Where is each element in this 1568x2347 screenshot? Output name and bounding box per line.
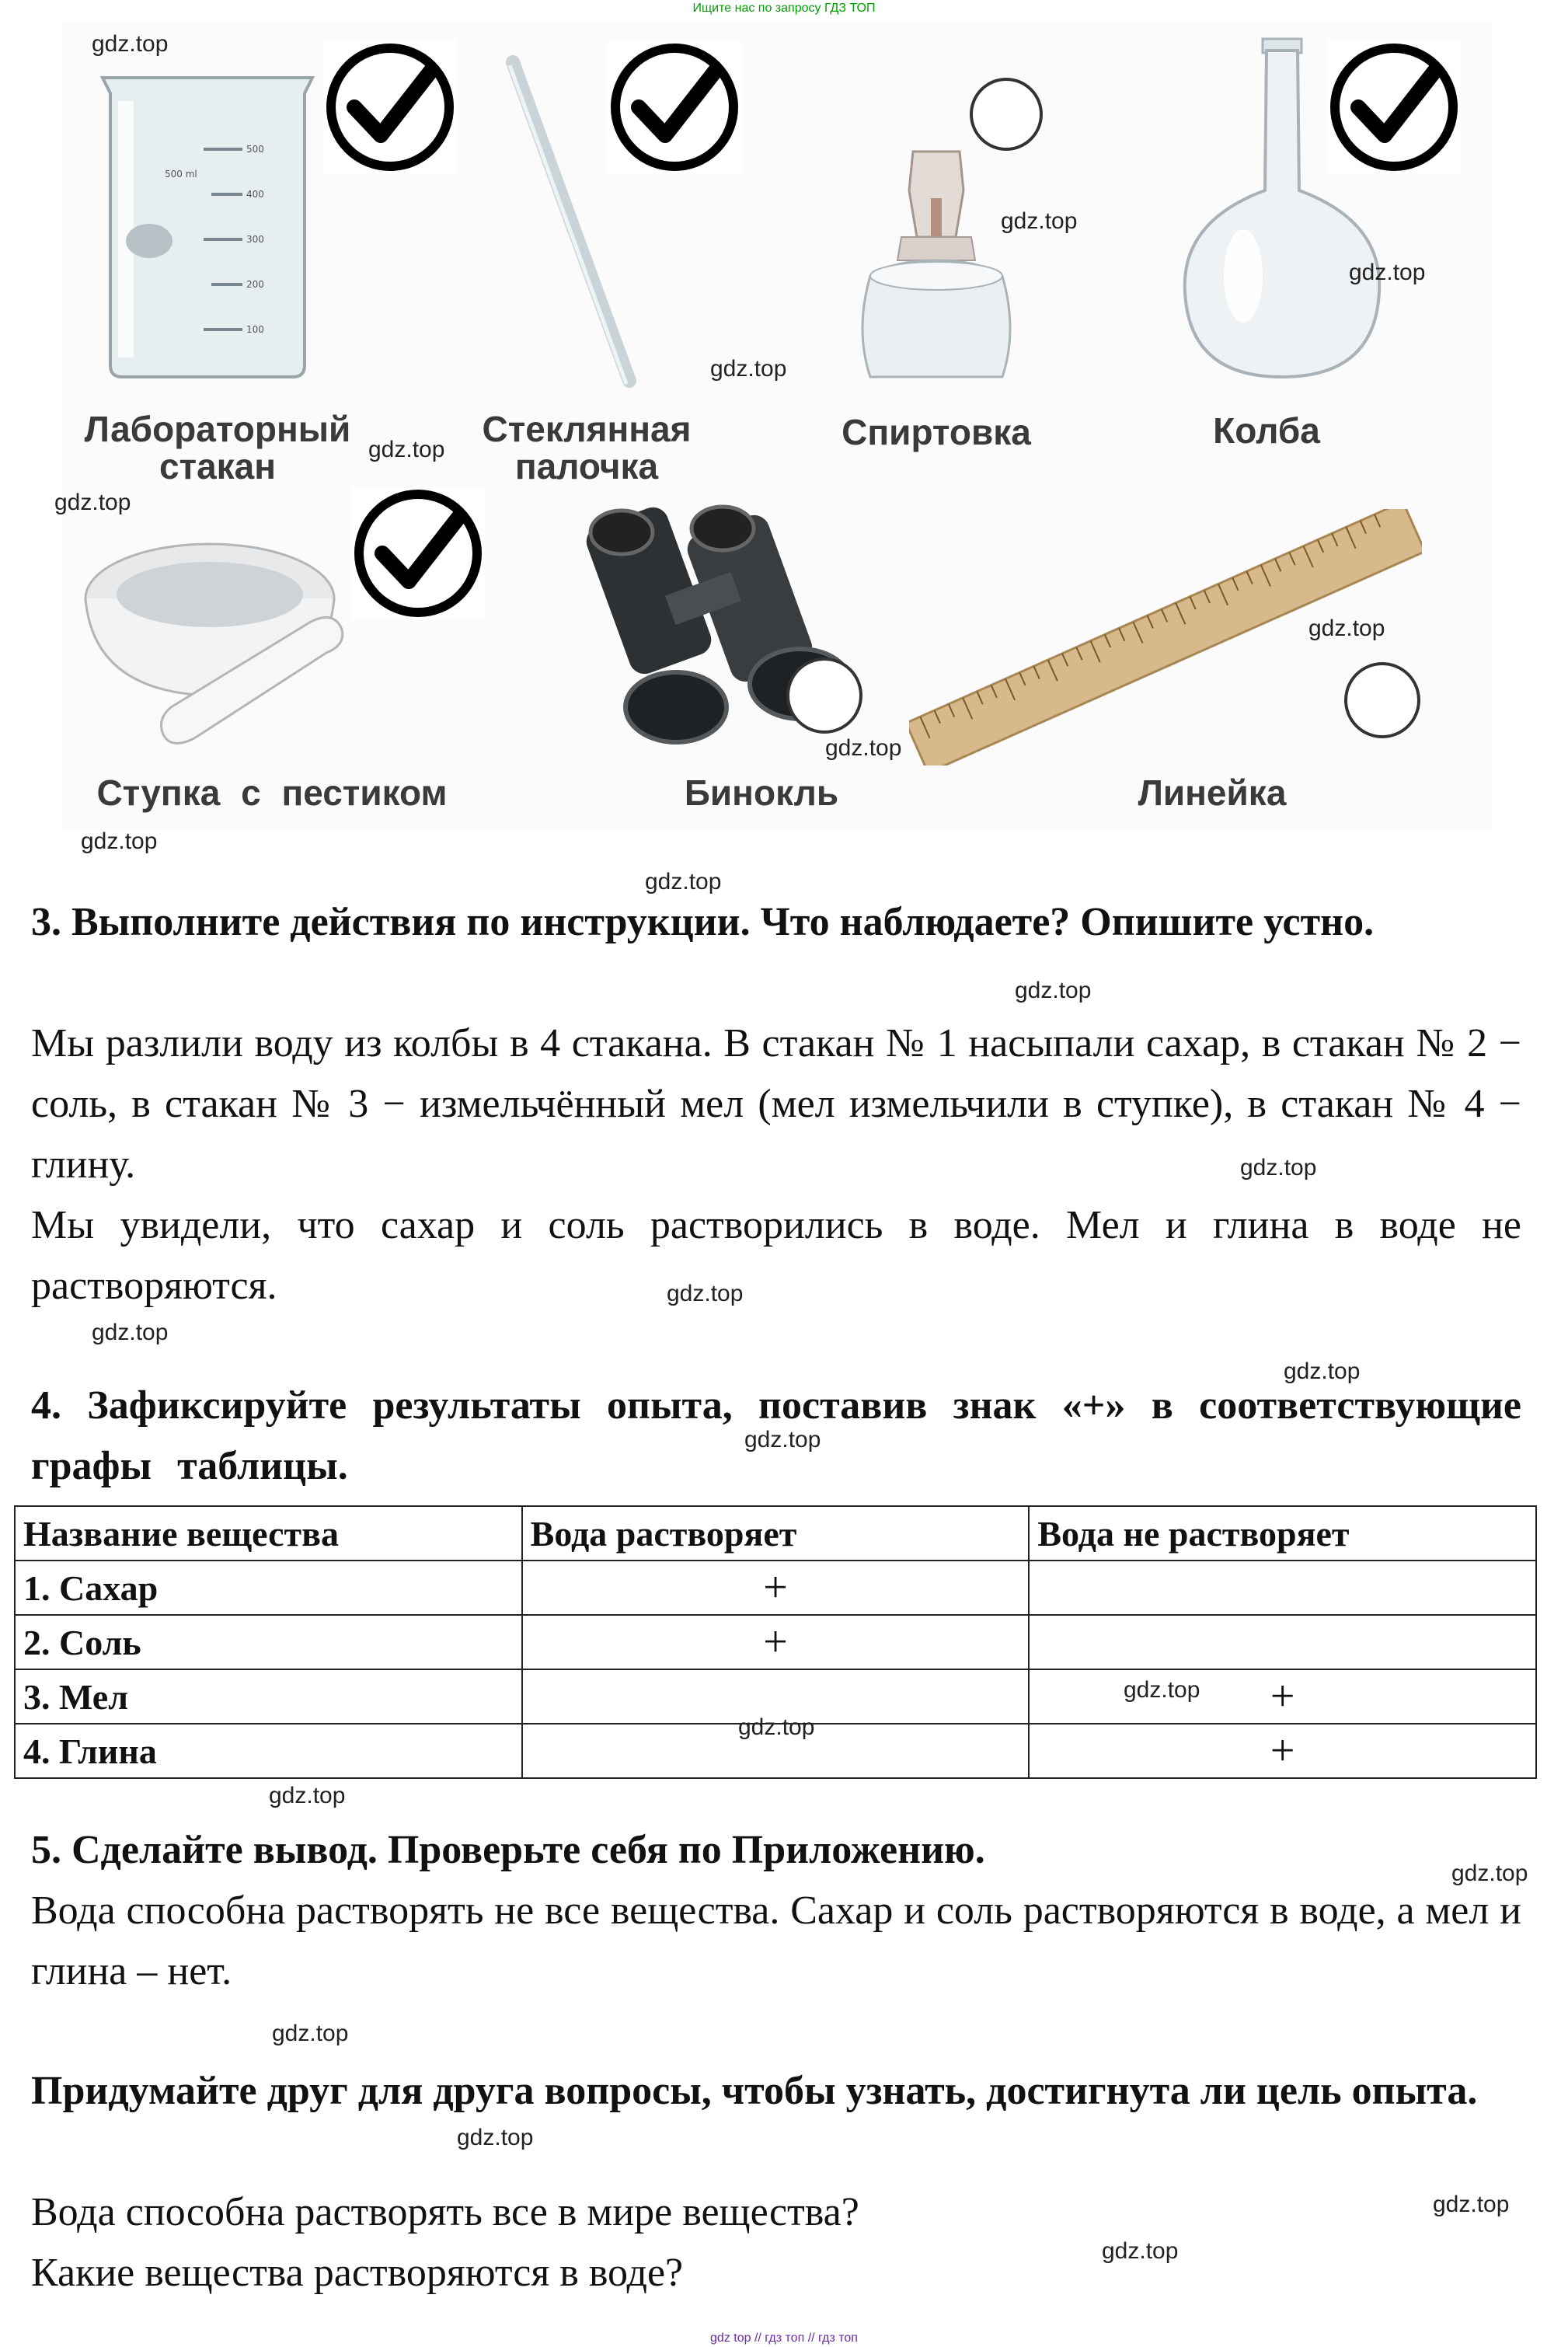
ruler-empty-circle-icon: [1344, 662, 1420, 738]
watermark: gdz.top: [54, 490, 131, 515]
watermark: gdz.top: [269, 1783, 346, 1808]
watermark: gdz.top: [92, 31, 169, 57]
table-header-substance: Название вещества: [15, 1506, 522, 1561]
task5-conclusion: Вода способна растворять не все вещества. Сахар и соль растворяются в воде, а мел и глина – нет.: [31, 1888, 1521, 1993]
spirit-lamp-empty-circle-icon: [970, 78, 1043, 151]
footer-links[interactable]: gdz top // гдз топ // гдз топ: [710, 2331, 858, 2345]
task6-question-1: Вода способна растворять все в мире вещества?: [31, 2190, 859, 2234]
equipment-label-ruler: Линейка: [1138, 772, 1287, 813]
beaker-check-icon: [323, 40, 457, 174]
table-cell-not-dissolves: [1029, 1561, 1536, 1615]
table-cell-dissolves: +: [522, 1561, 1030, 1615]
table-header-not-dissolves: Вода не растворяет: [1029, 1506, 1536, 1561]
watermark: gdz.top: [645, 869, 722, 895]
watermark: gdz.top: [710, 356, 787, 382]
table-cell-substance: 2. Соль: [15, 1615, 522, 1669]
glass-rod-check-icon: [608, 40, 741, 174]
task4-heading: 4. Зафиксируйте результаты опыта, поставив знак «+» в соответствующие графы таблицы.: [31, 1383, 1521, 1488]
table-header-row: [15, 1506, 1536, 1561]
beaker-scale-400: 400: [246, 189, 264, 200]
watermark: gdz.top: [825, 735, 902, 761]
beaker-scale-300: 300: [246, 234, 264, 245]
table-header-dissolves: Вода растворяет: [522, 1506, 1030, 1561]
watermark: gdz.top: [1001, 208, 1078, 234]
table-cell-substance: 4. Глина: [15, 1724, 522, 1778]
table-row: [15, 1561, 1536, 1615]
beaker-scale-200: 200: [246, 279, 264, 290]
flask-check-icon: [1327, 40, 1461, 174]
table-cell-dissolves: +: [522, 1615, 1030, 1669]
watermark: gdz.top: [368, 437, 445, 462]
equipment-label-flask: Колба: [1213, 410, 1320, 451]
watermark: gdz.top: [1433, 2192, 1510, 2217]
task3-paragraph-1: Мы разлили воду из колбы в 4 стакана. В стакан № 1 насыпали сахар, в стакан № 2 − соль, в стакан № 3 − измельчённый мел (мел измельчили в ступке), в стакан № 4 − глину.: [31, 1021, 1521, 1187]
binoculars-empty-circle-icon: [786, 657, 862, 734]
watermark: gdz.top: [1124, 1677, 1200, 1703]
watermark: gdz.top: [81, 828, 158, 854]
watermark: gdz.top: [1240, 1155, 1317, 1180]
top-banner: Ищите нас по запросу ГДЗ ТОП: [692, 2, 876, 15]
watermark: gdz.top: [92, 1320, 169, 1345]
beaker-image: [87, 62, 328, 381]
equipment-label-glass-rod: Стеклянная палочка: [482, 409, 692, 486]
task3-heading: 3. Выполните действия по инструкции. Что наблюдаете? Опишите устно.: [31, 900, 1375, 944]
table-cell-substance: 1. Сахар: [15, 1561, 522, 1615]
table-cell-not-dissolves: +: [1029, 1669, 1536, 1724]
task6-question-2: Какие вещества растворяются в воде?: [31, 2251, 684, 2295]
task6-heading: Придумайте друг для друга вопросы, чтобы узнать, достигнута ли цель опыта.: [31, 2069, 1478, 2113]
watermark: gdz.top: [1102, 2238, 1179, 2264]
beaker-volume-label: 500 ml: [165, 169, 197, 180]
watermark: gdz.top: [457, 2125, 534, 2150]
equipment-label-binoculars: Бинокль: [684, 772, 839, 813]
mortar-pestle-check-icon: [351, 486, 485, 620]
table-cell-not-dissolves: [1029, 1615, 1536, 1669]
beaker-scale-100: 100: [246, 324, 264, 335]
watermark: gdz.top: [272, 2021, 349, 2046]
watermark: gdz.top: [744, 1427, 821, 1452]
watermark: gdz.top: [1451, 1861, 1528, 1886]
beaker-scale-500: 500: [246, 144, 264, 155]
watermark: gdz.top: [1349, 260, 1426, 285]
equipment-label-spirit-lamp: Спиртовка: [841, 412, 1031, 452]
mortar-pestle-image: [78, 513, 389, 769]
watermark: gdz.top: [1015, 978, 1092, 1003]
watermark: gdz.top: [1308, 616, 1385, 641]
table-row: [15, 1615, 1536, 1669]
spirit-lamp-image: [839, 144, 1033, 385]
watermark: gdz.top: [667, 1281, 744, 1306]
watermark: gdz.top: [738, 1714, 815, 1740]
task5-heading: 5. Сделайте вывод. Проверьте себя по Приложению.: [31, 1828, 985, 1872]
equipment-label-mortar-pestle: Ступка с пестиком: [96, 772, 448, 813]
watermark: gdz.top: [1284, 1358, 1361, 1384]
task3-paragraph-2: Мы увидели, что сахар и соль растворились в воде. Мел и глина в воде не растворяются.: [31, 1203, 1521, 1308]
equipment-label-beaker: Лабораторный стакан: [84, 409, 351, 486]
table-cell-not-dissolves: +: [1029, 1724, 1536, 1778]
table-cell-substance: 3. Мел: [15, 1669, 522, 1724]
